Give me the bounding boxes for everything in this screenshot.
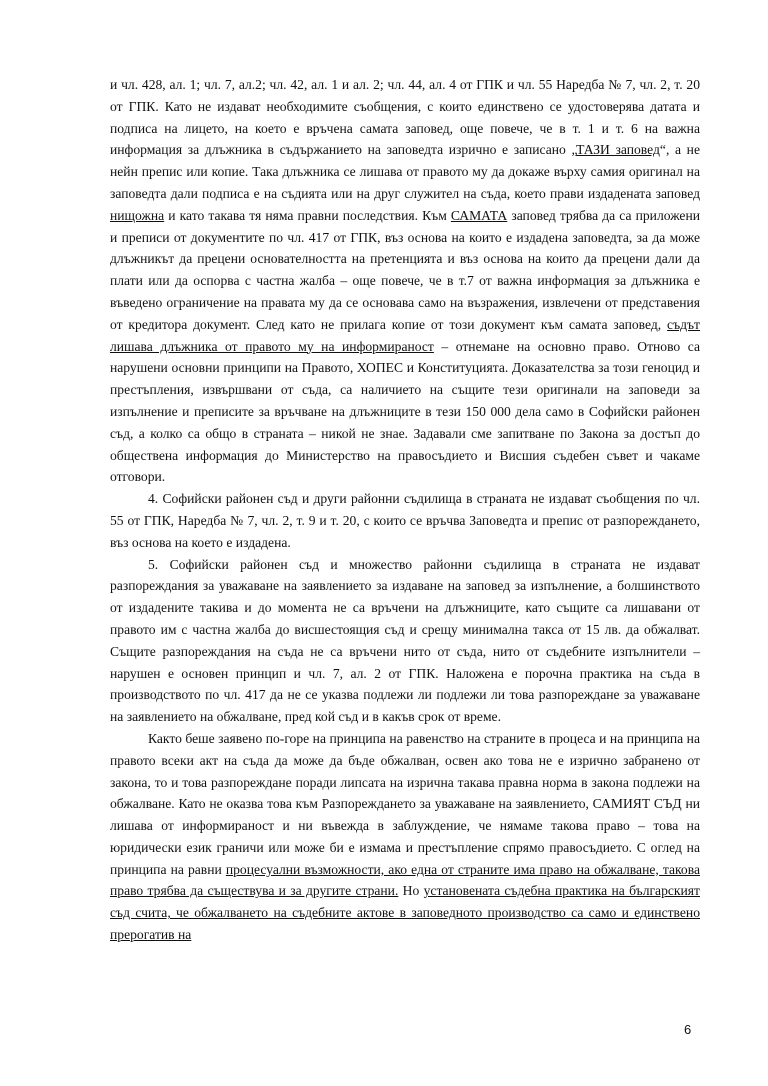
paragraph-2: 4. Софийски районен съд и други районни съдилища в страната не издават съобщения по чл. 55 от ГПК, Наредба № 7, чл. 2, т. 9 и т. 20, с които се връчва Заповедта и препис от разпореждането, въз основа на което е издадена. bbox=[110, 491, 700, 550]
page-number: 6 bbox=[684, 1022, 692, 1037]
paragraph-4: Както беше заявено по-горе на принципа на равенство на страните в процеса и на принципа на правото всеки акт на съда да може да бъде обжалван, освен ако това не е изрично забранено от закона, то и това разпореждане поради липсата на изрична такава правна норма в закона подлежи на обжалване. Като не оказва това към Разпореждането за уважаване на заявлението, САМИЯТ СЪД ни лишава от информираност и ни въвежда в заблуждение, че нямаме такова право – това на юридически език граничи или може би е измама и престъпление спрямо правосъдието. С оглед на принципа на равни процесуални възможности, ако една от страните има право на обжалване, такова право трябва да съществува и за другите страни. Но установената съдебна практика на българският съд счита, че обжалването на съдебните актове в заповедното производство са само и единствено прерогатив на bbox=[110, 730, 700, 943]
underlined-text: съдът лишава длъжника от правото му на информираност bbox=[110, 316, 700, 354]
paragraph-1: и чл. 428, ал. 1; чл. 7, ал.2; чл. 42, ал. 1 и ал. 2; чл. 44, ал. 4 от ГПК и чл. 55 Наредба № 7, чл. 2, т. 20 от ГПК. Като не издават необходимите съобщения, с които единствено се удостоверява датата и подписа на лицето, на което е връчена самата заповед, още повече, че в т. 1 и т. 6 на важна информация за длъжника в съдържанието на заповедта изрично е записано „ТАЗИ заповед“, а не нейн препис или копие. Така длъжника се лишава от правото му да докаже върху самия оригинал на заповедта дали подписа е на съдията или на друг служител на съда, което прави издадената заповед нищожна и като такава тя няма правни последствия. Към САМАТА заповед трябва да са приложени и преписи от документите по чл. 417 от ГПК, въз основа на които е издадена заповедта, за да може длъжникът да прецени основателността на претенцията и въз основа на които да прецени дали да плати или да оспорва с частна жалба – още повече, че в т.7 от важна информация за длъжника е въведено ограничение на правата му да се основава само на възражения, извлечени от представения от кредитора документ. След като не прилага копие от този документ към самата заповед, съдът лишава длъжника от правото му на информираност – отнемане на основно право. Отново са нарушени основни принципи на Правото, ХОПЕС и Конституцията. Доказателства за този геноцид и престъпления, извършвани от съда, са наличието на същите тези оригинали на заповеди за изпълнение и преписите за връчване на длъжниците в тези 150 000 дела само в Софийски районен съд, а колко са общо в страната – никой не знае. Задавали сме запитване по Закона за достъп до обществена информация до Министерство на правосъдието и Висшия съдебен съвет и чакаме отговори. bbox=[110, 77, 700, 485]
underlined-text: процесуални възможности, ако една от страните има право на обжалване, такова право трябва да съществува и за другите страни. bbox=[110, 861, 700, 899]
document-body bbox=[110, 74, 700, 946]
underlined-text: ТАЗИ заповед bbox=[576, 142, 660, 158]
underlined-text: установената съдебна практика на българският съд счита, че обжалването на съдебните актове в заповедното производство са само и единствено прерогатив на bbox=[110, 883, 700, 943]
underlined-text: нищожна bbox=[110, 207, 165, 223]
underlined-text: САМАТА bbox=[450, 207, 508, 223]
paragraph-3: 5. Софийски районен съд и множество районни съдилища в страната не издават разпореждания за уважаване на заявлението за издаване на заповед за изпълнение, а болшинството от издадените такива и до момента не са връчени на длъжниците, като същите са лишавани от правото им с частна жалба до висшестоящия съд и срещу минимална такса от 15 лв. да обжалват. Същите разпореждания на съда не са връчени нито от съда, нито от съдебните изпълнители – нарушен е основен принцип и чл. 7, ал. 2 от ГПК. Наложена е порочна практика на съда в производството по чл. 417 да не се указва подлежи ли подлежи ли това разпореждане за уважаване на заявлението на обжалване, пред кой съд и в какъв срок от време. bbox=[110, 556, 700, 725]
